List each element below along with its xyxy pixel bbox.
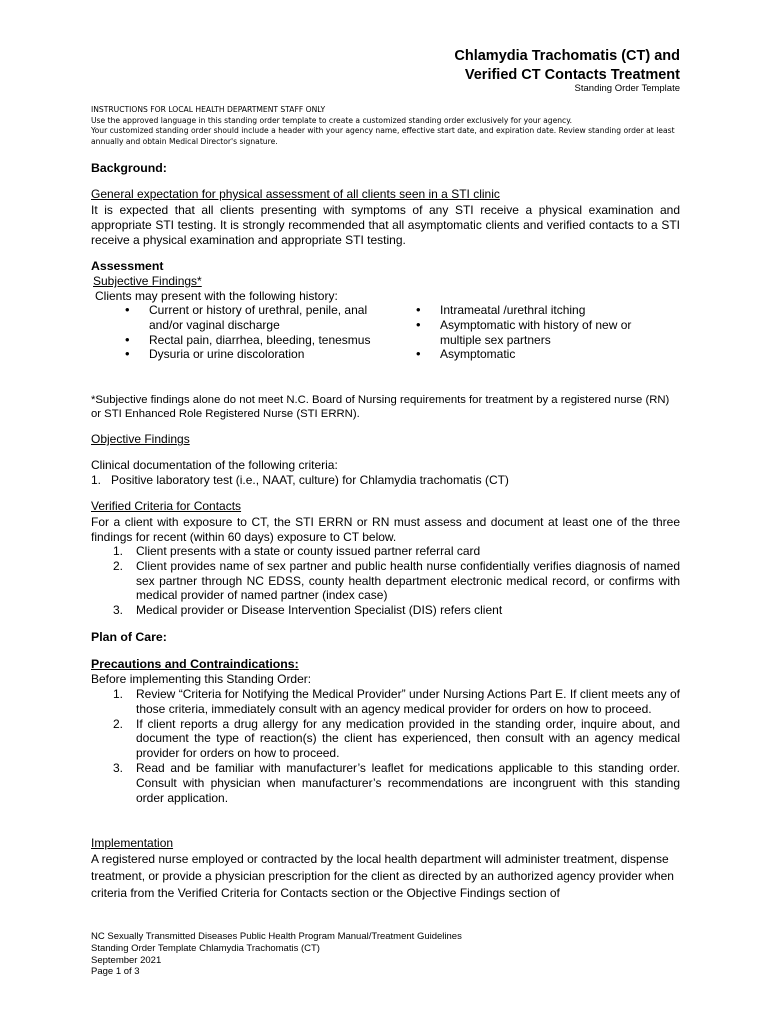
list-item bbox=[91, 544, 680, 559]
footer-line-3: September 2021 bbox=[91, 954, 162, 966]
list-item bbox=[91, 603, 680, 618]
list-item: • Intrameatal /urethral itching bbox=[416, 303, 656, 318]
verified-criteria-intro: For a client with exposure to CT, the STI ERRN or RN must assess and document at least one of the three findings for recent (within 60 days) exposure to CT below. bbox=[91, 515, 680, 544]
instructions-line-2: Your customized standing order should include a header with your agency name, effective start date, and expiration date. Review standing order at least annually and obtain Medical Director's signature. bbox=[91, 126, 675, 146]
instructions-block bbox=[91, 105, 681, 147]
assessment-heading: Assessment bbox=[91, 259, 164, 273]
list-text: Medical provider or Disease Intervention Specialist (DIS) refers client bbox=[136, 603, 503, 618]
instructions-heading: INSTRUCTIONS FOR LOCAL HEALTH DEPARTMENT STAFF ONLY bbox=[91, 105, 326, 114]
list-text: Review “Criteria for Notifying the Medical Provider” under Nursing Actions Part E. If client meets any of those criteria, immediately consult with an agency medical provider for orders on how to proceed. bbox=[136, 687, 680, 716]
list-number: 3. bbox=[113, 760, 124, 775]
list-number: 2. bbox=[113, 716, 124, 731]
document-subtitle: Standing Order Template bbox=[574, 83, 680, 94]
background-heading: Background: bbox=[91, 161, 167, 175]
subjective-list-left bbox=[125, 303, 385, 362]
list-item: • Asymptomatic with history of new or multiple sex partners bbox=[416, 318, 656, 348]
subjective-list-right bbox=[416, 303, 656, 362]
instructions-line-1: Use the approved language in this standing order template to create a customized standing order exclusively for your agency. bbox=[91, 115, 573, 125]
list-item: • Dysuria or urine discoloration bbox=[125, 347, 385, 362]
objective-item bbox=[91, 473, 680, 488]
precautions-heading: Precautions and Contraindications: bbox=[91, 657, 299, 671]
title-line-1: Chlamydia Trachomatis (CT) and bbox=[454, 48, 680, 64]
implementation-heading: Implementation bbox=[91, 836, 174, 850]
document-title bbox=[454, 47, 680, 85]
list-item bbox=[91, 717, 680, 761]
list-item bbox=[91, 559, 680, 603]
list-number: 3. bbox=[113, 603, 124, 618]
list-item: • Asymptomatic bbox=[416, 347, 656, 362]
objective-intro: Clinical documentation of the following criteria: bbox=[91, 458, 338, 472]
footer-page-number: Page 1 of 3 bbox=[91, 966, 140, 978]
subjective-footnote: *Subjective findings alone do not meet N.C. Board of Nursing requirements for treatment by a registered nurse (RN) or STI Enhanced Role Registered Nurse (STI ERRN). bbox=[91, 394, 670, 420]
precautions-intro: Before implementing this Standing Order: bbox=[91, 672, 312, 686]
list-text: Client provides name of sex partner and public health nurse confidentially verifies diagnosis of named sex partner through NC EDSS, county health department electronic medical record, or confirms with medical provider of named partner (index case) bbox=[136, 558, 680, 603]
list-number: 1. bbox=[113, 687, 124, 701]
list-text: Read and be familiar with manufacturer’s leaflet for medications applicable to this standing order. Consult with physician when manufacturer’s recommendations are incongruent with this standing order application. bbox=[136, 760, 680, 805]
background-subheading: General expectation for physical assessment of all clients seen in a STI clinic bbox=[91, 187, 500, 201]
verified-criteria-list bbox=[91, 544, 680, 618]
footer-line-1: NC Sexually Transmitted Diseases Public Health Program Manual/Treatment Guidelines bbox=[91, 931, 462, 942]
list-item bbox=[91, 687, 680, 717]
objective-item-text: Positive laboratory test (i.e., NAAT, culture) for Chlamydia trachomatis (CT) bbox=[111, 473, 509, 487]
verified-criteria-heading: Verified Criteria for Contacts bbox=[91, 499, 242, 513]
list-item: • Rectal pain, diarrhea, bleeding, tenesmus bbox=[125, 333, 385, 348]
subjective-findings-heading: Subjective Findings* bbox=[93, 274, 202, 288]
list-text: If client reports a drug allergy for any medication provided in the standing order, inquire about, and document the type of reaction(s) the client has experienced, then consult with an agency medical provider for orders on how to proceed. bbox=[136, 716, 680, 761]
list-item: • Current or history of urethral, penile, anal and/or vaginal discharge bbox=[125, 303, 385, 333]
list-number: 2. bbox=[113, 558, 124, 573]
implementation-text: A registered nurse employed or contracted by the local health department will administer treatment, dispense treatment, or provide a physician prescription for the client as directed by an authorized agency provider when criteria from the Verified Criteria for Contacts section or the Objective Findings section of bbox=[91, 852, 674, 900]
subjective-intro: Clients may present with the following history: bbox=[95, 289, 338, 303]
objective-findings-heading: Objective Findings bbox=[91, 432, 190, 446]
objective-item-number: 1. bbox=[91, 473, 102, 487]
list-number: 1. bbox=[113, 544, 124, 558]
list-item bbox=[91, 761, 680, 805]
precautions-list bbox=[91, 687, 680, 805]
title-line-2: Verified CT Contacts Treatment bbox=[464, 67, 680, 83]
footer-line-2: Standing Order Template Chlamydia Trachomatis (CT) bbox=[91, 942, 320, 954]
list-text: Client presents with a state or county issued partner referral card bbox=[136, 544, 481, 558]
background-text: It is expected that all clients presenting with symptoms of any STI receive a physical examination and appropriate STI testing. It is strongly recommended that all asymptomatic clients and verified contacts to a STI receive a physical examination and appropriate STI testing. bbox=[91, 203, 680, 247]
plan-of-care-heading: Plan of Care: bbox=[91, 630, 167, 644]
page-footer bbox=[91, 931, 462, 978]
